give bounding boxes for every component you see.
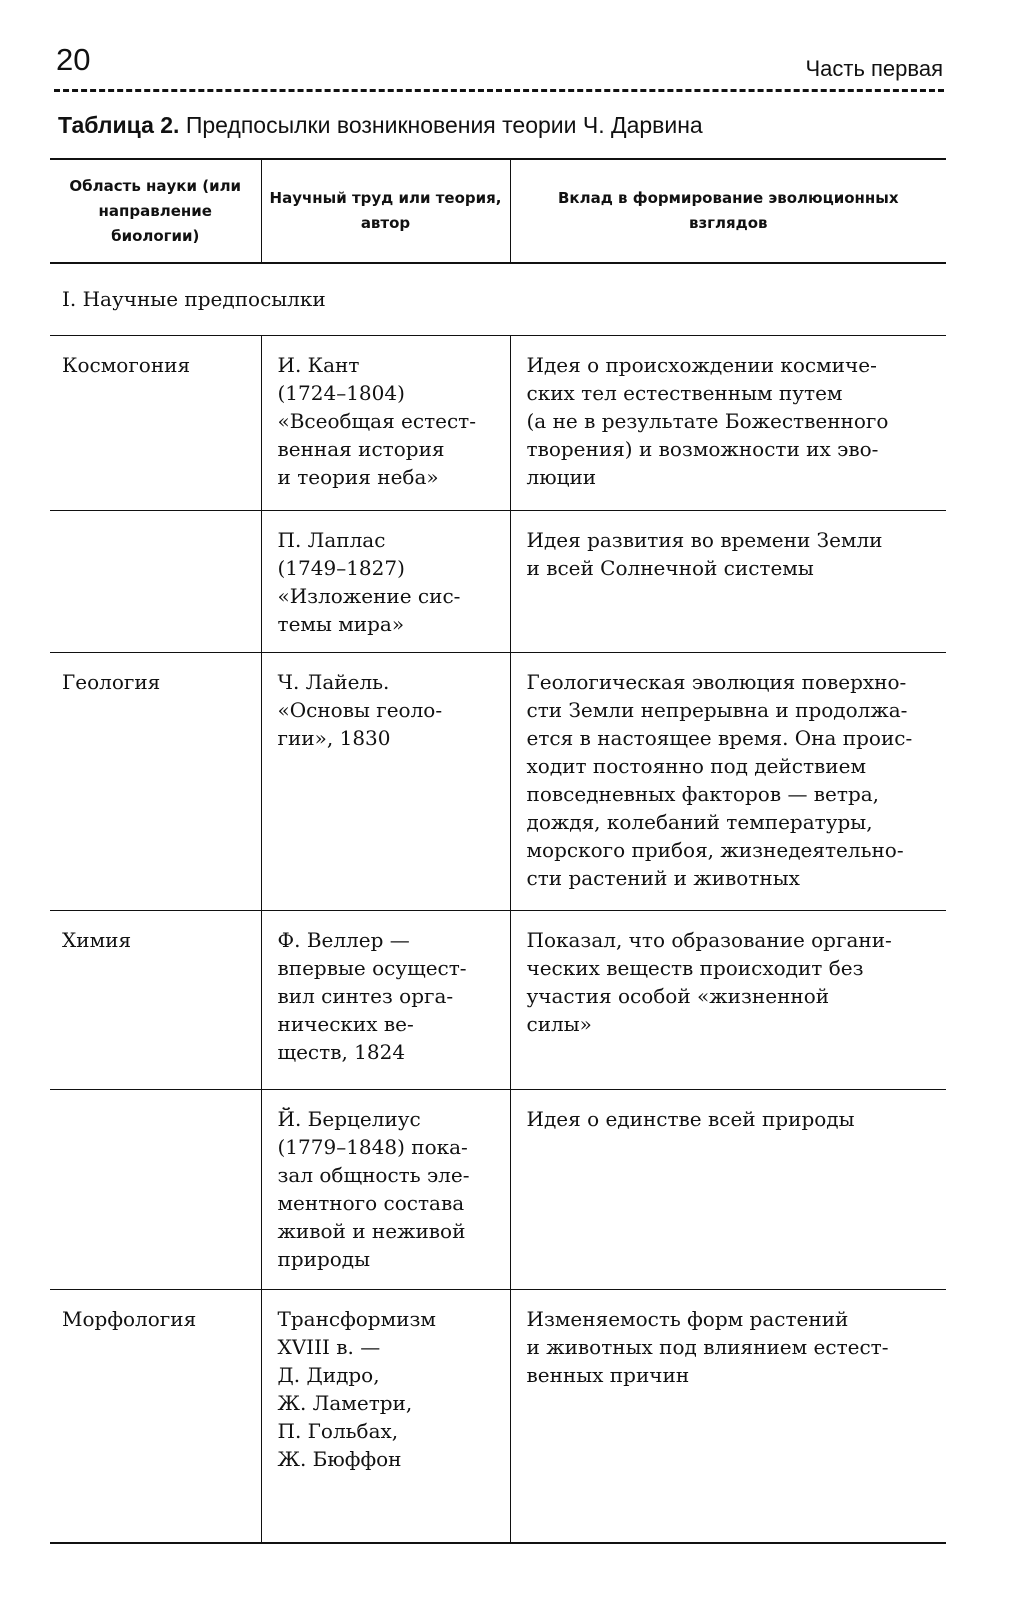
- cell-work: Трансформизм XVIII в. — Д. Дидро, Ж. Ламетри, П. Гольбах, Ж. Бюффон: [261, 1289, 510, 1543]
- table-row: [50, 335, 946, 510]
- page-number: 20: [56, 42, 91, 77]
- cell-work: Й. Берцелиус (1779–1848) пока- зал общность эле- ментного состава живой и неживой природы: [261, 1089, 510, 1289]
- cell-contribution: Показал, что образование органи- ческих веществ происходит без участия особой «жизненной силы»: [510, 910, 946, 1089]
- cell-contribution: Геологическая эволюция поверхно- сти Земли непрерывна и продолжа- ется в настоящее время. Она проис- ходит постоянно под действием повседневных факторов — ветра, дождя, колебаний температуры, морского прибоя, жизнедеятельно- сти растений и животных: [510, 652, 946, 910]
- cell-area: [50, 1089, 261, 1289]
- table-row: [50, 510, 946, 652]
- cell-contribution: Идея развития во времени Земли и всей Солнечной системы: [510, 510, 946, 652]
- section-title: I. Научные предпосылки: [50, 263, 946, 335]
- cell-work: Ч. Лайель. «Основы геоло- гии», 1830: [261, 652, 510, 910]
- cell-work: И. Кант (1724–1804) «Всеобщая естест- венная история и теория неба»: [261, 335, 510, 510]
- cell-area: [50, 510, 261, 652]
- cell-contribution: Идея о происхождении космиче- ских тел естественным путем (а не в результате Божественного творения) и возможности их эво- люции: [510, 335, 946, 510]
- column-header-work: Научный труд или теория, автор: [261, 159, 510, 263]
- table-row: [50, 652, 946, 910]
- cell-contribution: Идея о единстве всей природы: [510, 1089, 946, 1289]
- column-header-area: Область науки (или направление биологии): [50, 159, 261, 263]
- table-caption-title: Предпосылки возникновения теории Ч. Дарвина: [185, 112, 703, 138]
- table-row: [50, 1289, 946, 1543]
- cell-contribution: Изменяемость форм растений и животных под влиянием естест- венных причин: [510, 1289, 946, 1543]
- cell-area: Морфология: [50, 1289, 261, 1543]
- table-row: [50, 1089, 946, 1289]
- cell-work: П. Лаплас (1749–1827) «Изложение сис- темы мира»: [261, 510, 510, 652]
- cell-area: Космогония: [50, 335, 261, 510]
- darwin-prerequisites-table: [50, 158, 946, 1544]
- cell-work: Ф. Веллер — впервые осущест- вил синтез орга- нических ве- ществ, 1824: [261, 910, 510, 1089]
- table-row: [50, 910, 946, 1089]
- running-head: Часть первая: [805, 56, 943, 81]
- column-header-contribution: Вклад в формирование эволюционных взглядов: [510, 159, 946, 263]
- header-rule: [54, 89, 944, 92]
- table-caption-label: Таблица 2.: [58, 112, 180, 138]
- cell-area: Геология: [50, 652, 261, 910]
- table-caption: [58, 114, 703, 137]
- section-row: [50, 263, 946, 335]
- cell-area: Химия: [50, 910, 261, 1089]
- table-header-row: [50, 159, 946, 263]
